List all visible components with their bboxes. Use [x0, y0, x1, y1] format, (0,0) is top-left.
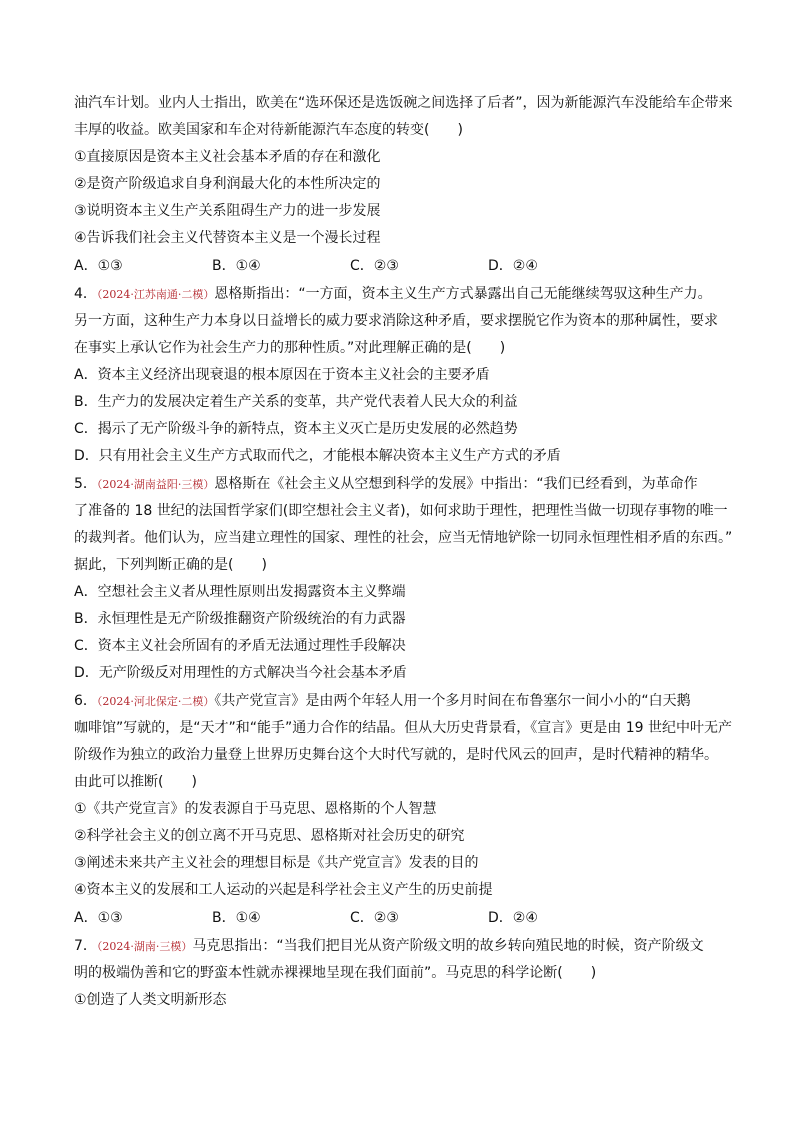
q6-stem-line-1 — [74, 691, 734, 712]
q5-stem-line-4: 据此，下列判断正确的是( ) — [74, 557, 267, 573]
q7-statement-1: ①创造了人类文明新形态 — [74, 992, 227, 1008]
q5-stem-line-1 — [74, 474, 734, 495]
q3-statement-4: ④告诉我们社会主义代替资本主义是一个漫长过程 — [74, 230, 381, 246]
q6-option-c[interactable]: C．②③ — [350, 910, 399, 926]
q4-stem-line-2: 另一方面，这种生产力本身以日益增长的威力要求消除这种矛盾，要求摆脱它作为资本的那种属性，要求 — [74, 313, 718, 329]
q3-statement-2: ②是资产阶级追求自身利润最大化的本性所决定的 — [74, 176, 381, 192]
q7-stem-text: 马克思指出：“当我们把目光从资产阶级文明的故乡转向殖民地的时候，资产阶级文 — [192, 938, 704, 954]
q6-statement-2: ②科学社会主义的创立离不开马克思、恩格斯对社会历史的研究 — [74, 828, 465, 844]
q4-option-b[interactable]: B．生产力的发展决定着生产关系的变革，共产党代表着人民大众的利益 — [74, 394, 518, 410]
q4-option-c[interactable]: C．揭示了无产阶级斗争的新特点，资本主义灭亡是历史发展的必然趋势 — [74, 421, 518, 437]
q3-stem-line-2: 丰厚的收益。欧美国家和车企对待新能源汽车态度的转变( ) — [74, 122, 463, 138]
q6-option-a[interactable]: A．①③ — [74, 910, 123, 926]
q6-statement-1: ①《共产党宣言》的发表源自于马克思、恩格斯的个人智慧 — [74, 801, 437, 817]
q3-options — [74, 256, 734, 276]
q6-stem-line-2: 咖啡馆”写就的，是“天才”和“能手”通力合作的结晶。但从大历史背景看，《宣言》更是由 19 世纪中叶无产 — [74, 720, 732, 736]
q7-number: 7． — [74, 938, 97, 954]
q5-stem-line-3: 的裁判者。他们认为，应当建立理性的国家、理性的社会，应当无情地铲除一切同永恒理性相矛盾的东西。” — [74, 530, 733, 546]
q3-statement-1: ①直接原因是资本主义社会基本矛盾的存在和激化 — [74, 149, 381, 165]
q5-number: 5． — [74, 476, 97, 492]
q5-stem-line-2: 了准备的 18 世纪的法国哲学家们(即空想社会主义者)，如何求助于理性，把理性当做一切现存事物的唯一 — [74, 503, 728, 519]
q7-stem-line-2: 明的极端伪善和它的野蛮本性就赤裸裸地呈现在我们面前”。马克思的科学论断( ) — [74, 965, 597, 981]
q5-option-c[interactable]: C．资本主义社会所固有的矛盾无法通过理性手段解决 — [74, 638, 406, 654]
q4-stem-line-1 — [74, 284, 734, 305]
q3-option-b[interactable]: B．①④ — [212, 258, 261, 274]
q3-option-d[interactable]: D．②④ — [488, 258, 538, 274]
q5-option-d[interactable]: D．无产阶级反对用理性的方式解决当今社会基本矛盾 — [74, 665, 407, 681]
q6-stem-line-3: 阶级作为独立的政治力量登上世界历史舞台这个大时代写就的，是时代风云的回声，是时代精神的精华。 — [74, 747, 718, 763]
q6-stem-line-4: 由此可以推断( ) — [74, 774, 197, 790]
q4-number: 4． — [74, 286, 97, 302]
q6-option-d[interactable]: D．②④ — [488, 910, 538, 926]
q4-stem-text: 恩格斯指出：“一方面，资本主义生产方式暴露出自己无能继续驾驭这种生产力。 — [214, 286, 712, 302]
q4-option-a[interactable]: A．资本主义经济出现衰退的根本原因在于资本主义社会的主要矛盾 — [74, 367, 490, 383]
q7-stem-line-1 — [74, 936, 734, 957]
q6-statement-4: ④资本主义的发展和工人运动的兴起是科学社会主义产生的历史前提 — [74, 882, 493, 898]
q4-source: （2024·江苏南通·二模） — [96, 288, 215, 301]
q4-option-d[interactable]: D．只有用社会主义生产方式取而代之，才能根本解决资本主义生产方式的矛盾 — [74, 448, 561, 464]
q6-source: （2024·河北保定·二模） — [96, 695, 215, 708]
q5-stem-text: 恩格斯在《社会主义从空想到科学的发展》中指出：“我们已经看到，为革命作 — [214, 476, 698, 492]
q6-options — [74, 908, 734, 928]
q5-option-a[interactable]: A．空想社会主义者从理性原则出发揭露资本主义弊端 — [74, 584, 406, 600]
q3-statement-3: ③说明资本主义生产关系阻碍生产力的进一步发展 — [74, 203, 381, 219]
q3-option-c[interactable]: C．②③ — [350, 258, 399, 274]
q5-option-b[interactable]: B．永恒理性是无产阶级推翻资产阶级统治的有力武器 — [74, 611, 406, 627]
q3-stem-line-1: 油汽车计划。业内人士指出，欧美在“选环保还是选饭碗之间选择了后者”，因为新能源汽车没能给车企带来 — [74, 95, 733, 111]
q6-statement-3: ③阐述未来共产主义社会的理想目标是《共产党宣言》发表的目的 — [74, 855, 479, 871]
q5-source: （2024·湖南益阳·三模） — [96, 478, 215, 491]
q6-stem-text: 《共产党宣言》是由两个年轻人用一个多月时间在布鲁塞尔一间小小的“白天鹅 — [214, 693, 691, 709]
q7-source: （2024·湖南·三模） — [96, 940, 193, 953]
q6-option-b[interactable]: B．①④ — [212, 910, 261, 926]
q6-number: 6． — [74, 693, 97, 709]
q3-option-a[interactable]: A．①③ — [74, 258, 123, 274]
q4-stem-line-3: 在事实上承认它作为社会生产力的那种性质。”对此理解正确的是( ) — [74, 340, 506, 356]
